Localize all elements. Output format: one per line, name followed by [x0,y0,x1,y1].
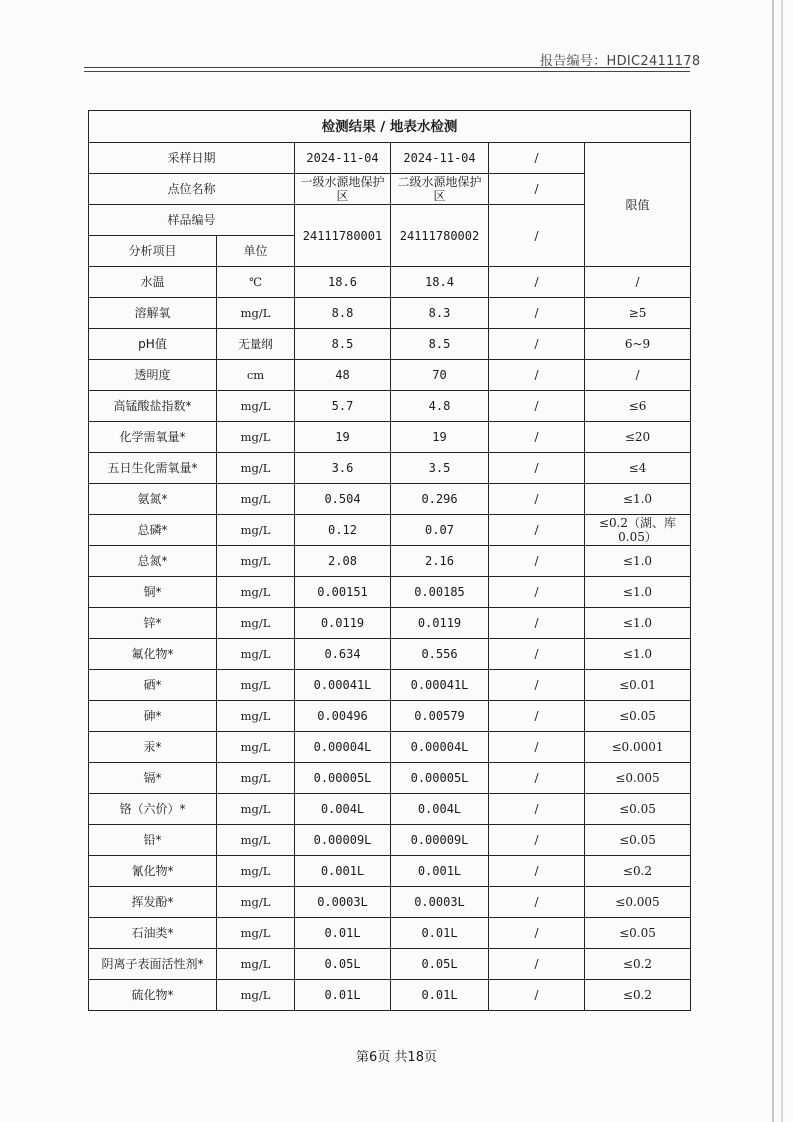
table-row [89,763,691,794]
limit-value: 6~9 [585,329,691,360]
sample-1-site: 一级水源地保护区 [295,174,391,205]
sample-2-date: 2024-11-04 [391,143,489,174]
empty-value-mark: / [489,732,585,763]
table-row [89,856,691,887]
limit-value: ≤6 [585,391,691,422]
unit-cell: mg/L [217,701,295,732]
header-rule [84,71,690,72]
sample-2-value: 0.00185 [391,577,489,608]
unit-cell: mg/L [217,515,295,546]
analysis-item-cell: 硒* [89,670,217,701]
page-number: 第6页 共18页 [356,1050,437,1065]
sample-1-value: 0.00004L [295,732,391,763]
limit-value: ≤0.2 [585,856,691,887]
limit-value: ≤0.005 [585,887,691,918]
limit-value: ≤0.2（湖、库0.05） [585,515,691,546]
empty-value-mark: / [489,949,585,980]
unit-cell: mg/L [217,391,295,422]
sample-2-value: 0.004L [391,794,489,825]
sample-2-value: 18.4 [391,267,489,298]
analysis-item-cell: 镉* [89,763,217,794]
unit-cell: mg/L [217,453,295,484]
sample-2-value: 0.01L [391,918,489,949]
sample-1-value: 0.00496 [295,701,391,732]
unit-cell: mg/L [217,856,295,887]
unit-cell: 无量纲 [217,329,295,360]
analysis-item-cell: 透明度 [89,360,217,391]
sample-1-value: 0.0119 [295,608,391,639]
scan-edge-line [781,0,783,1122]
analysis-item-cell: 硫化物* [89,980,217,1011]
table-row [89,794,691,825]
sample-1-value: 0.504 [295,484,391,515]
sample-2-site: 二级水源地保护区 [391,174,489,205]
limit-value: ≤20 [585,422,691,453]
empty-value-mark: / [489,825,585,856]
analysis-item-cell: 高锰酸盐指数* [89,391,217,422]
limit-value: ≤1.0 [585,546,691,577]
empty-value-mark: / [489,298,585,329]
limit-value: ≤0.01 [585,670,691,701]
sample-2-value: 0.00579 [391,701,489,732]
sample-2-value: 3.5 [391,453,489,484]
sample-2-value: 0.0003L [391,887,489,918]
empty-value-mark: / [489,701,585,732]
unit-header: 单位 [217,236,295,267]
table-row [89,267,691,298]
empty-value-mark: / [489,422,585,453]
analysis-item-cell: 水温 [89,267,217,298]
sample-2-value: 0.01L [391,980,489,1011]
sample-1-value: 0.00005L [295,763,391,794]
sample-2-value: 19 [391,422,489,453]
unit-cell: mg/L [217,639,295,670]
analysis-item-cell: 锌* [89,608,217,639]
analysis-item-cell: 砷* [89,701,217,732]
empty-column-mark: / [489,143,585,174]
empty-value-mark: / [489,794,585,825]
header-rule [84,67,690,68]
site-name-label: 点位名称 [89,174,295,205]
empty-value-mark: / [489,670,585,701]
unit-cell: mg/L [217,608,295,639]
table-row [89,422,691,453]
analysis-item-cell: 氨氮* [89,484,217,515]
limit-value: / [585,267,691,298]
sample-1-value: 0.05L [295,949,391,980]
unit-cell: mg/L [217,949,295,980]
sample-1-value: 0.004L [295,794,391,825]
sample-1-date: 2024-11-04 [295,143,391,174]
analysis-item-cell: 化学需氧量* [89,422,217,453]
sampling-date-label: 采样日期 [89,143,295,174]
scan-edge-line [772,0,774,1122]
unit-cell: mg/L [217,298,295,329]
table-row [89,577,691,608]
table-row [89,701,691,732]
sample-2-value: 4.8 [391,391,489,422]
sample-1-value: 0.00041L [295,670,391,701]
table-row [89,670,691,701]
unit-cell: mg/L [217,918,295,949]
analysis-item-cell: 总氮* [89,546,217,577]
empty-value-mark: / [489,329,585,360]
unit-cell: ℃ [217,267,295,298]
analysis-item-cell: 氰化物* [89,856,217,887]
analysis-item-cell: 阴离子表面活性剂* [89,949,217,980]
empty-value-mark: / [489,980,585,1011]
sample-2-value: 0.00004L [391,732,489,763]
sample-2-value: 8.3 [391,298,489,329]
sample-1-value: 8.5 [295,329,391,360]
empty-column-mark: / [489,174,585,205]
limit-header: 限值 [585,143,691,267]
sample-2-value: 2.16 [391,546,489,577]
sample-1-value: 0.12 [295,515,391,546]
analysis-item-cell: 总磷* [89,515,217,546]
table-row [89,329,691,360]
sample-1-code: 24111780001 [295,205,391,267]
table-row [89,980,691,1011]
table-row [89,391,691,422]
analysis-item-cell: pH值 [89,329,217,360]
table-row [89,515,691,546]
unit-cell: mg/L [217,577,295,608]
sample-2-value: 8.5 [391,329,489,360]
table-title: 检测结果 / 地表水检测 [89,111,691,143]
unit-cell: mg/L [217,887,295,918]
empty-value-mark: / [489,267,585,298]
table-row [89,453,691,484]
analysis-item-cell: 溶解氧 [89,298,217,329]
sample-2-value: 0.0119 [391,608,489,639]
table-row [89,825,691,856]
empty-value-mark: / [489,484,585,515]
sample-1-value: 0.0003L [295,887,391,918]
analysis-item-cell: 汞* [89,732,217,763]
sample-1-value: 8.8 [295,298,391,329]
analysis-item-cell: 石油类* [89,918,217,949]
unit-cell: mg/L [217,980,295,1011]
report-number: 报告编号：HDIC2411178 [540,54,701,69]
sample-1-value: 0.00151 [295,577,391,608]
sample-1-value: 0.01L [295,918,391,949]
unit-cell: mg/L [217,732,295,763]
empty-value-mark: / [489,763,585,794]
sample-2-value: 0.07 [391,515,489,546]
sample-2-value: 0.00041L [391,670,489,701]
table-row [89,608,691,639]
sample-2-value: 0.001L [391,856,489,887]
limit-value: ≤0.005 [585,763,691,794]
table-row [89,484,691,515]
empty-value-mark: / [489,639,585,670]
limit-value: ≤0.05 [585,794,691,825]
table-row [89,887,691,918]
sample-1-value: 0.001L [295,856,391,887]
empty-value-mark: / [489,856,585,887]
sample-2-value: 0.05L [391,949,489,980]
analysis-item-cell: 铜* [89,577,217,608]
empty-value-mark: / [489,918,585,949]
unit-cell: mg/L [217,484,295,515]
sample-2-value: 0.00005L [391,763,489,794]
limit-value: / [585,360,691,391]
empty-value-mark: / [489,577,585,608]
limit-value: ≤0.2 [585,980,691,1011]
limit-value: ≤0.2 [585,949,691,980]
unit-cell: cm [217,360,295,391]
limit-value: ≤1.0 [585,639,691,670]
sample-1-value: 0.01L [295,980,391,1011]
limit-value: ≤4 [585,453,691,484]
limit-value: ≤0.05 [585,825,691,856]
analysis-item-cell: 铬（六价）* [89,794,217,825]
table-row [89,732,691,763]
unit-cell: mg/L [217,546,295,577]
analysis-item-header: 分析项目 [89,236,217,267]
empty-value-mark: / [489,515,585,546]
empty-column-mark: / [489,205,585,267]
sample-2-value: 0.00009L [391,825,489,856]
sample-1-value: 0.634 [295,639,391,670]
limit-value: ≤1.0 [585,608,691,639]
unit-cell: mg/L [217,422,295,453]
analysis-item-cell: 氟化物* [89,639,217,670]
limit-value: ≤0.05 [585,701,691,732]
sample-1-value: 19 [295,422,391,453]
table-row [89,546,691,577]
table-row [89,298,691,329]
limit-value: ≤1.0 [585,484,691,515]
sample-1-value: 0.00009L [295,825,391,856]
sample-2-value: 0.556 [391,639,489,670]
table-row [89,360,691,391]
unit-cell: mg/L [217,794,295,825]
empty-value-mark: / [489,391,585,422]
unit-cell: mg/L [217,825,295,856]
sample-no-label: 样品编号 [89,205,295,236]
analysis-item-cell: 五日生化需氧量* [89,453,217,484]
sample-1-value: 48 [295,360,391,391]
empty-value-mark: / [489,887,585,918]
sample-1-value: 5.7 [295,391,391,422]
sample-2-value: 70 [391,360,489,391]
table-row [89,918,691,949]
limit-value: ≥5 [585,298,691,329]
sample-2-code: 24111780002 [391,205,489,267]
table-row [89,949,691,980]
sample-1-value: 18.6 [295,267,391,298]
empty-value-mark: / [489,453,585,484]
sample-1-value: 2.08 [295,546,391,577]
unit-cell: mg/L [217,763,295,794]
analysis-item-cell: 挥发酚* [89,887,217,918]
empty-value-mark: / [489,546,585,577]
limit-value: ≤1.0 [585,577,691,608]
limit-value: ≤0.0001 [585,732,691,763]
empty-value-mark: / [489,360,585,391]
analysis-item-cell: 铅* [89,825,217,856]
limit-value: ≤0.05 [585,918,691,949]
empty-value-mark: / [489,608,585,639]
table-row [89,639,691,670]
sample-2-value: 0.296 [391,484,489,515]
results-table [88,110,691,1011]
sample-1-value: 3.6 [295,453,391,484]
unit-cell: mg/L [217,670,295,701]
